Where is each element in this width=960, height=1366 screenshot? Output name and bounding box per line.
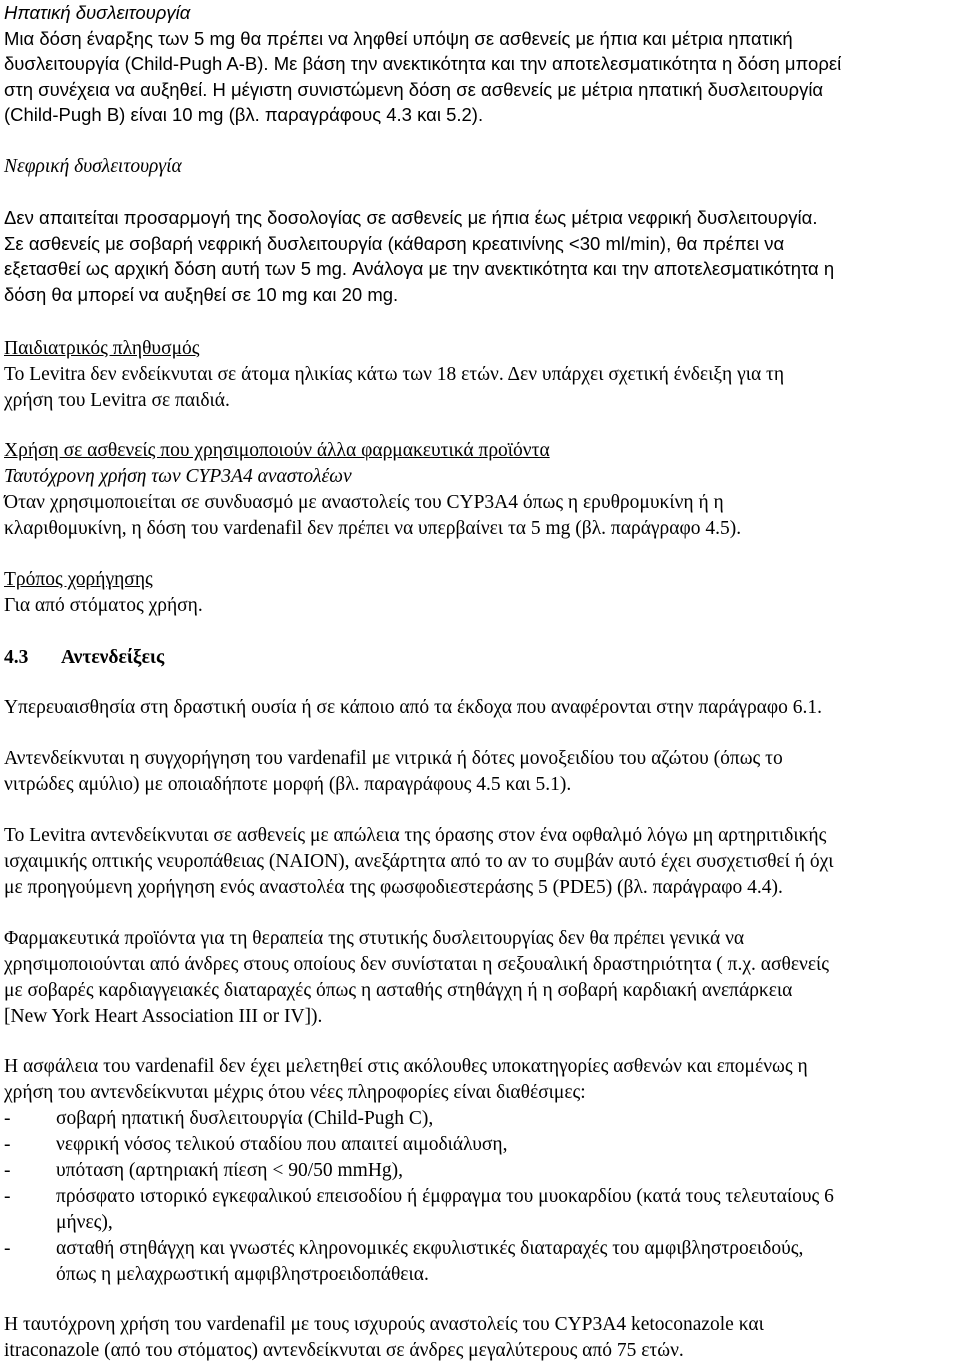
- list-item-text: νεφρική νόσος τελικού σταδίου που απαιτεί αιμοδιάλυση,: [56, 1134, 508, 1155]
- administration-title: Τρόπος χορήγησης: [4, 569, 153, 590]
- paragraph-line: με προηγούμενη χορήγηση ενός αναστολέα της φωσφοδιεστεράσης 5 (PDE5) (βλ. παράγραφο 4.4).: [4, 877, 783, 898]
- paragraph-line: ισχαιμικής οπτικής νευροπάθειας (NAION), ανεξάρτητα από το αν το συμβάν αυτό έχει συσχετισθεί ή όχι: [4, 851, 834, 872]
- other-products-section: [4, 438, 954, 542]
- list-item-continuation: [4, 1262, 954, 1288]
- paragraph-line: με σοβαρές καρδιαγγειακές διαταραχές όπως η ασταθής στηθάγχη ή η σοβαρή καρδιακή ανεπάρκεια: [4, 980, 793, 1001]
- paragraph-nitrates: [4, 746, 954, 798]
- pediatric-line: Το Levitra δεν ενδείκνυται σε άτομα ηλικίας κάτω των 18 ετών. Δεν υπάρχει σχετική ένδειξη για τη: [4, 364, 785, 385]
- list-item-text: μήνες),: [56, 1212, 113, 1233]
- renal-body: [4, 205, 954, 307]
- bullet-dash: -: [4, 1160, 11, 1181]
- hepatic-line: (Child-Pugh B) είναι 10 mg (βλ. παραγράφους 4.3 και 5.2).: [4, 104, 484, 125]
- list-item: [4, 1158, 954, 1184]
- hepatic-line: δυσλειτουργία (Child-Pugh A-B). Με βάση την ανεκτικότητα και την αποτελεσματικότητα η δόση μπορεί: [4, 53, 842, 74]
- list-item-continuation: [4, 1210, 954, 1236]
- paragraph-line: νιτρώδες αμύλιο) με οποιαδήποτε μορφή (βλ. παραγράφους 4.5 και 5.1).: [4, 774, 572, 795]
- hepatic-line: Μια δόση έναρξης των 5 mg θα πρέπει να ληφθεί υπόψη σε ασθενείς με ήπια και μέτρια ηπατική: [4, 27, 793, 49]
- list-item: [4, 1132, 954, 1158]
- hepatic-title: Ηπατική δυσλειτουργία: [4, 2, 191, 23]
- list-item-text: όπως η μελαχρωστική αμφιβληστροειδοπάθεια.: [56, 1264, 429, 1285]
- bullet-dash: -: [4, 1238, 11, 1259]
- paragraph-line: χρησιμοποιούνται από άνδρες στους οποίους δεν συνίσταται η σεξουαλική δραστηριότητα ( π.χ. ασθενείς: [4, 954, 830, 975]
- bullet-dash: -: [4, 1186, 11, 1207]
- paragraph-cyp3a4-elderly: [4, 1312, 954, 1364]
- list-item: [4, 1184, 954, 1210]
- renal-section: [4, 154, 954, 180]
- list-item-text: σοβαρή ηπατική δυσλειτουργία (Child-Pugh C),: [56, 1108, 434, 1129]
- section-heading: [4, 645, 954, 671]
- paragraph-line: Αντενδείκνυται η συγχορήγηση του vardenafil με νιτρικά ή δότες μονοξειδίου του αζώτου (όπως το: [4, 748, 783, 769]
- other-products-line: Όταν χρησιμοποιείται σε συνδυασμό με αναστολείς του CYP3A4 όπως η ερυθρομυκίνη ή η: [4, 492, 724, 513]
- section-number: 4.3: [4, 647, 29, 668]
- hepatic-line: στη συνέχεια να αυξηθεί. Η μέγιστη συνιστώμενη δόση σε ασθενείς με μέτρια ηπατική δυσλειτουργία: [4, 78, 824, 100]
- paragraph-naion: [4, 823, 954, 901]
- renal-line: εξετασθεί ως αρχική δόση αυτή των 5 mg. Ανάλογα με την ανεκτικότητα και την αποτελεσματικότητα η: [4, 258, 835, 279]
- paragraph-safety: [4, 1054, 954, 1288]
- renal-title: Νεφρική δυσλειτουργία: [4, 156, 182, 177]
- administration-section: [4, 567, 954, 619]
- list-item: [4, 1106, 954, 1132]
- pediatric-title: Παιδιατρικός πληθυσμός: [4, 338, 200, 359]
- other-products-title: Χρήση σε ασθενείς που χρησιμοποιούν άλλα φαρμακευτικά προϊόντα: [4, 440, 550, 461]
- other-products-subtitle: Ταυτόχρονη χρήση των CYP3A4 αναστολέων: [4, 466, 352, 487]
- paragraph-erectile-dysfunction: [4, 926, 954, 1030]
- paragraph-line: Το Levitra αντενδείκνυται σε ασθενείς με απώλεια της όρασης στον ένα οφθαλμό λόγω μη αρτηριτιδικής: [4, 825, 827, 846]
- section-title: Αντενδείξεις: [61, 647, 165, 668]
- paragraph-line: [New York Heart Association III or IV]).: [4, 1006, 323, 1027]
- renal-line: Σε ασθενείς με σοβαρή νεφρική δυσλειτουργία (κάθαρση κρεατινίνης <30 ml/min), θα πρέπει να: [4, 232, 785, 254]
- pediatric-section: [4, 336, 954, 414]
- paragraph-hypersensitivity: [4, 695, 954, 721]
- renal-line: δόση θα μπορεί να αυξηθεί σε 10 mg και 20 mg.: [4, 283, 399, 305]
- administration-line: Για από στόματος χρήση.: [4, 595, 203, 616]
- list-item-text: πρόσφατο ιστορικό εγκεφαλικού επεισοδίου ή έμφραγμα του μυοκαρδίου (κατά τους τελευταίους 6: [56, 1186, 834, 1207]
- bullet-dash: -: [4, 1108, 11, 1129]
- paragraph-line: Η ασφάλεια του vardenafil δεν έχει μελετηθεί στις ακόλουθες υποκατηγορίες ασθενών και επομένως η: [4, 1056, 808, 1077]
- paragraph-line: χρήση του αντενδείκνυται μέχρις ότου νέες πληροφορίες είναι διαθέσιμες:: [4, 1082, 586, 1103]
- other-products-line: κλαριθομυκίνη, η δόση του vardenafil δεν πρέπει να υπερβαίνει τα 5 mg (βλ. παράγραφο 4.5).: [4, 518, 742, 539]
- paragraph-line: Η ταυτόχρονη χρήση του vardenafil με τους ισχυρούς αναστολείς του CYP3A4 ketoconazole και: [4, 1314, 764, 1335]
- list-item-text: υπόταση (αρτηριακή πίεση < 90/50 mmHg),: [56, 1160, 404, 1181]
- bullet-dash: -: [4, 1134, 11, 1155]
- paragraph-line: Υπερευαισθησία στη δραστική ουσία ή σε κάποιο από τα έκδοχα που αναφέρονται στην παράγραφο 6.1.: [4, 697, 823, 718]
- paragraph-line: itraconazole (από του στόματος) αντενδείκνυται σε άνδρες μεγαλύτερους από 75 ετών.: [4, 1340, 684, 1361]
- contraindication-list: [4, 1106, 954, 1288]
- list-item-text: ασταθή στηθάγχη και γνωστές κληρονομικές εκφυλιστικές διαταραχές του αμφιβληστροειδούς,: [56, 1238, 804, 1259]
- hepatic-section: [4, 0, 954, 128]
- renal-line: Δεν απαιτείται προσαρμογή της δοσολογίας σε ασθενείς με ήπια έως μέτρια νεφρική δυσλειτουργία.: [4, 207, 818, 228]
- paragraph-line: Φαρμακευτικά προϊόντα για τη θεραπεία της στυτικής δυσλειτουργίας δεν θα πρέπει γενικά να: [4, 928, 745, 949]
- list-item: [4, 1236, 954, 1262]
- pediatric-line: χρήση του Levitra σε παιδιά.: [4, 390, 230, 411]
